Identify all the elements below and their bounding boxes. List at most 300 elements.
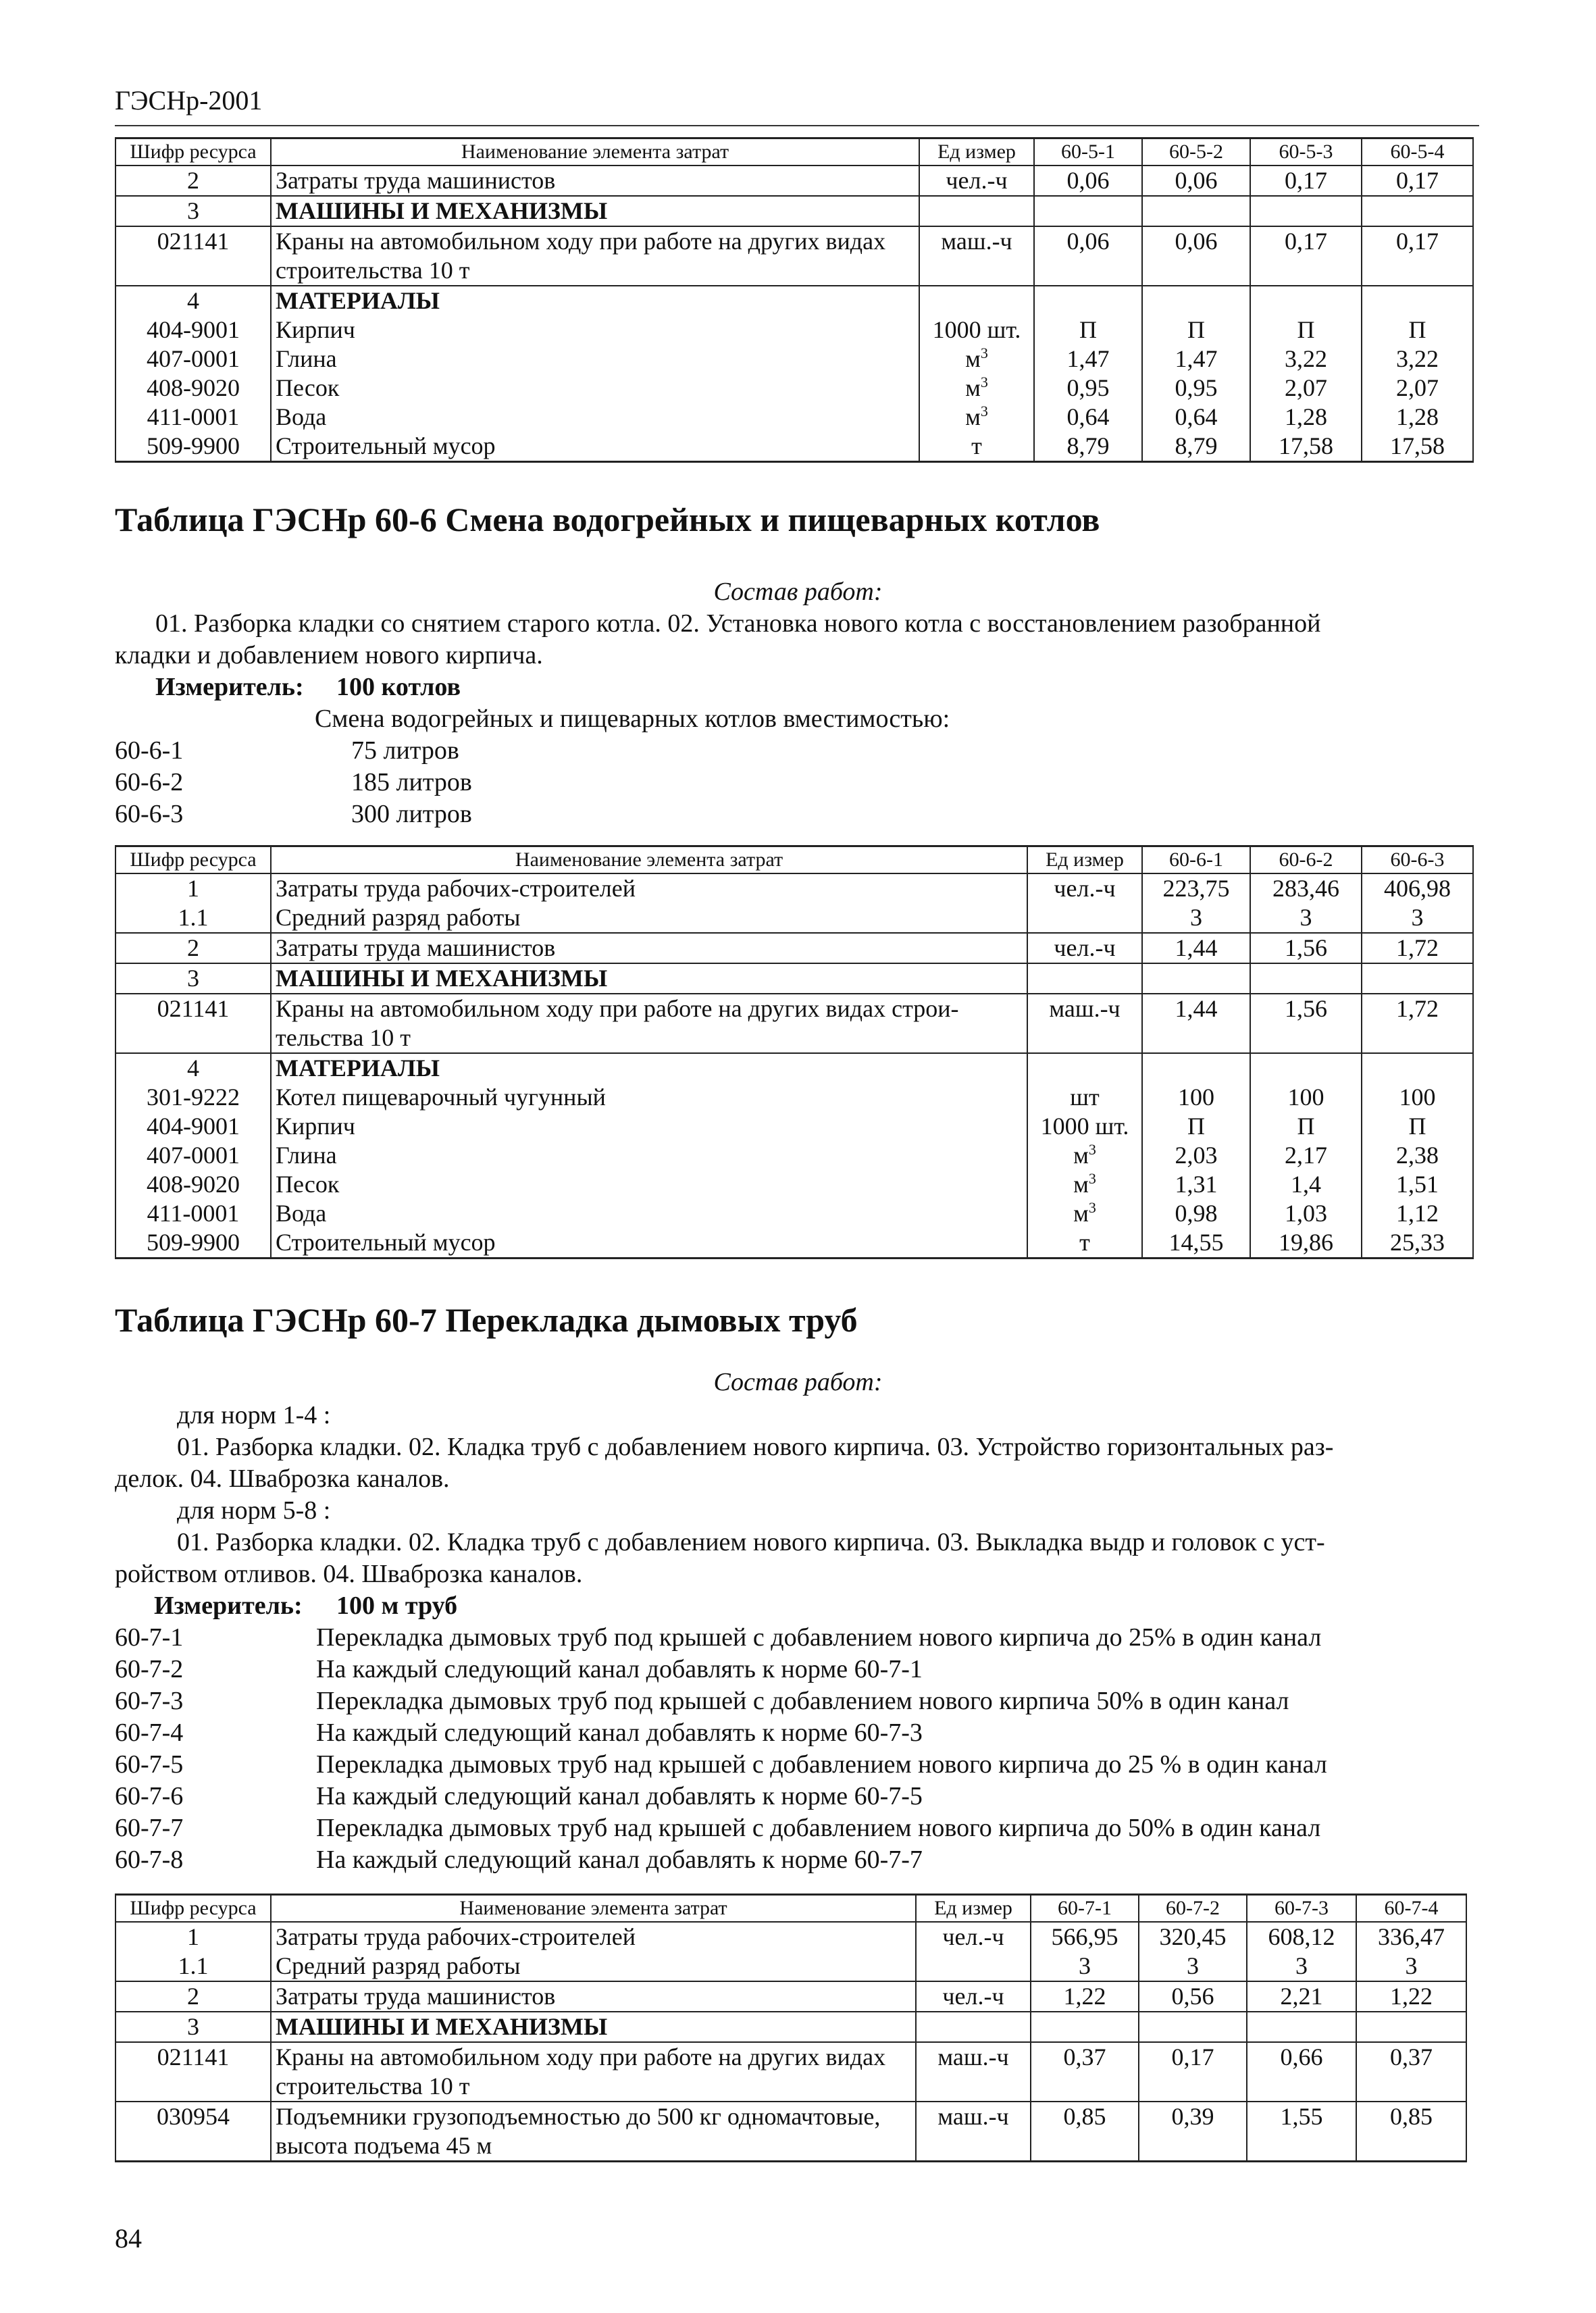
norm-value: 0,64 [1142, 403, 1250, 432]
resource-name-line: Затраты труда машинистов [276, 167, 556, 194]
norms-range-label: для норм 5-8 : [177, 1496, 331, 1525]
norm-value: 14,55 [1142, 1228, 1250, 1259]
unit-text: маш.-ч [941, 228, 1012, 255]
resource-code: 407-0001 [115, 1141, 271, 1170]
norm-value: 223,75 [1142, 873, 1250, 903]
norm-value [1034, 286, 1142, 315]
unit [1027, 1228, 1142, 1259]
works-text-line2: кладки и добавлением нового кирпича. [115, 641, 543, 669]
table-row [115, 903, 1473, 933]
norm-text: Перекладка дымовых труб над крышей с добавлением нового кирпича до 25 % в один канал [316, 1750, 1327, 1779]
unit-text: чел.-ч [1054, 934, 1116, 961]
table-row [115, 345, 1473, 374]
norm-value: 0,95 [1142, 374, 1250, 403]
column-header: 60-5-1 [1034, 138, 1142, 166]
norm-text: На каждый следующий канал добавлять к норме 60-7-1 [316, 1655, 923, 1683]
resource-code: 408-9020 [115, 374, 271, 403]
norm-value: 3 [1031, 1952, 1139, 1981]
norm-value: 0,39 [1139, 2102, 1247, 2162]
norm-value: 1,22 [1031, 1981, 1139, 2012]
running-header: ГЭСНр-2001 [115, 85, 263, 116]
norm-value: 3 [1142, 903, 1250, 933]
resource-name [271, 374, 919, 403]
table-row [115, 1199, 1473, 1228]
unit [1027, 903, 1142, 933]
header-rule [115, 125, 1479, 126]
norm-value: 1,47 [1142, 345, 1250, 374]
resource-table-60-7 [115, 1893, 1467, 2162]
norm-value: 0,06 [1034, 166, 1142, 196]
norm-value [1142, 1053, 1250, 1083]
table-row [115, 166, 1473, 196]
norm-value: 406,98 [1362, 873, 1473, 903]
table-row [115, 374, 1473, 403]
works-text-line1: 01. Разборка кладки. 02. Кладка труб с добавлением нового кирпича. 03. Выкладка выдр и головок с уст- [177, 1528, 1325, 1556]
unit [919, 315, 1034, 345]
column-header: 60-5-4 [1362, 138, 1473, 166]
unit [916, 2042, 1031, 2102]
table-row [115, 933, 1473, 963]
norm-value: 100 [1142, 1083, 1250, 1112]
unit [1027, 1170, 1142, 1199]
norm-code: 60-7-7 [115, 1814, 184, 1842]
norm-value: 1,72 [1362, 933, 1473, 963]
table-row [115, 432, 1473, 462]
resource-name-line: Песок [276, 1171, 340, 1198]
norm-value: 1,03 [1250, 1199, 1362, 1228]
norm-value: 8,79 [1142, 432, 1250, 462]
resource-name-line: Затраты труда машинистов [276, 934, 556, 961]
resource-name-line: МАТЕРИАЛЫ [276, 287, 440, 314]
column-header: Шифр ресурса [115, 846, 271, 874]
norm-value: 0,17 [1362, 226, 1473, 286]
resource-name [271, 1199, 1027, 1228]
norm-value: 1,4 [1250, 1170, 1362, 1199]
unit [1027, 1083, 1142, 1112]
norm-value: 283,46 [1250, 873, 1362, 903]
unit-superscript: 3 [980, 403, 988, 420]
column-header: 60-5-3 [1250, 138, 1362, 166]
resource-code: 2 [115, 933, 271, 963]
resource-name-line: МАТЕРИАЛЫ [276, 1054, 440, 1082]
resource-code: 408-9020 [115, 1170, 271, 1199]
norm-value: 0,06 [1142, 226, 1250, 286]
unit [916, 1922, 1031, 1952]
resource-name-line: Строительный мусор [276, 432, 496, 459]
resource-name [271, 994, 1027, 1053]
resource-code: 4 [115, 286, 271, 315]
norm-value: П [1034, 315, 1142, 345]
norm-text: Перекладка дымовых труб под крышей с добавлением нового кирпича до 25% в один канал [316, 1623, 1322, 1652]
unit-text: м [965, 345, 981, 372]
norm-value [1362, 196, 1473, 226]
norm-text: На каждый следующий канал добавлять к норме 60-7-5 [316, 1782, 923, 1810]
page-number: 84 [115, 2223, 142, 2254]
resource-name [271, 1083, 1027, 1112]
resource-name [271, 286, 919, 315]
norm-value: 2,38 [1362, 1141, 1473, 1170]
unit [919, 345, 1034, 374]
unit [919, 374, 1034, 403]
resource-name [271, 1952, 916, 1981]
column-header: Шифр ресурса [115, 1895, 271, 1923]
norm-value [1247, 2012, 1356, 2042]
column-header: Наименование элемента затрат [271, 138, 919, 166]
table-row [115, 1053, 1473, 1083]
resource-name-line: высота подъема 45 м [276, 2132, 492, 2159]
resource-code: 411-0001 [115, 403, 271, 432]
resource-name-line: Подъемники грузоподъемностью до 500 кг одномачтовые, [276, 2103, 881, 2130]
norm-value: 0,85 [1031, 2102, 1139, 2162]
norm-code: 60-7-3 [115, 1687, 184, 1715]
resource-code: 509-9900 [115, 1228, 271, 1259]
unit-superscript: 3 [1088, 1199, 1096, 1216]
norm-value: 3 [1356, 1952, 1466, 1981]
norm-value: 25,33 [1362, 1228, 1473, 1259]
works-heading: Состав работ: [713, 578, 883, 606]
resource-name-line: Песок [276, 374, 340, 401]
norm-value: 1,55 [1247, 2102, 1356, 2162]
resource-name-line: МАШИНЫ И МЕХАНИЗМЫ [276, 965, 608, 992]
table-row [115, 196, 1473, 226]
norm-code: 60-7-4 [115, 1719, 184, 1747]
norms-intro: Смена водогрейных и пищеварных котлов вместимостью: [315, 705, 950, 733]
norm-value: 3 [1362, 903, 1473, 933]
resource-name-line: МАШИНЫ И МЕХАНИЗМЫ [276, 197, 608, 224]
norm-value [1139, 2012, 1247, 2042]
resource-name [271, 903, 1027, 933]
norm-value: 1,31 [1142, 1170, 1250, 1199]
table-row [115, 1922, 1466, 1952]
norm-value: 2,03 [1142, 1141, 1250, 1170]
unit [1027, 933, 1142, 963]
norm-value: 1,22 [1356, 1981, 1466, 2012]
works-text-line1: 01. Разборка кладки со снятием старого котла. 02. Установка нового котла с восстановлением разобранной [155, 609, 1321, 638]
norm-value: 2,17 [1250, 1141, 1362, 1170]
unit-text: чел.-ч [942, 1983, 1004, 2010]
norm-value: 3 [1247, 1952, 1356, 1981]
resource-name-line: тельства 10 т [276, 1024, 411, 1051]
unit-text: т [1079, 1229, 1090, 1256]
norm-value: П [1362, 1112, 1473, 1141]
norm-value [1250, 196, 1362, 226]
resource-name-line: Краны на автомобильном ходу при работе на других видах [276, 228, 886, 255]
table-row [115, 403, 1473, 432]
norm-value: 0,64 [1034, 403, 1142, 432]
resource-name-line: МАШИНЫ И МЕХАНИЗМЫ [276, 2013, 608, 2040]
table-row [115, 1112, 1473, 1141]
unit-superscript: 3 [1088, 1170, 1096, 1187]
unit-text: м [1073, 1200, 1089, 1227]
table-header-row [115, 846, 1473, 874]
unit-text: чел.-ч [1054, 875, 1116, 902]
resource-name [271, 1112, 1027, 1141]
resource-name [271, 196, 919, 226]
unit [916, 1952, 1031, 1981]
norm-value: 0,17 [1250, 226, 1362, 286]
table-row [115, 226, 1473, 286]
norm-value: 1,28 [1362, 403, 1473, 432]
norm-value: П [1250, 1112, 1362, 1141]
resource-name [271, 873, 1027, 903]
resource-name [271, 2012, 916, 2042]
table-header-row [115, 138, 1473, 166]
resource-code: 404-9001 [115, 315, 271, 345]
unit-superscript: 3 [980, 374, 988, 390]
norm-value: 608,12 [1247, 1922, 1356, 1952]
norm-value [1250, 286, 1362, 315]
norm-value: 3 [1139, 1952, 1247, 1981]
column-header: 60-7-2 [1139, 1895, 1247, 1923]
norm-value: 1,51 [1362, 1170, 1473, 1199]
norm-value: 2,21 [1247, 1981, 1356, 2012]
norm-value: 0,56 [1139, 1981, 1247, 2012]
meter-value: 100 котлов [336, 673, 461, 701]
meter-value: 100 м труб [336, 1592, 458, 1620]
resource-name-line: Затраты труда рабочих-строителей [276, 1923, 636, 1950]
norm-value: П [1250, 315, 1362, 345]
unit [919, 196, 1034, 226]
resource-name-line: Строительный мусор [276, 1229, 496, 1256]
norm-text: Перекладка дымовых труб под крышей с добавлением нового кирпича 50% в один канал [316, 1687, 1289, 1715]
norm-value: 1,12 [1362, 1199, 1473, 1228]
column-header: Ед измер [919, 138, 1034, 166]
norm-value [1031, 2012, 1139, 2042]
resource-name [271, 1170, 1027, 1199]
norm-value: 2,07 [1250, 374, 1362, 403]
resource-name-line: Краны на автомобильном ходу при работе на других видах строи- [276, 995, 959, 1022]
column-header: 60-6-2 [1250, 846, 1362, 874]
unit-text: м [1073, 1171, 1089, 1198]
resource-name-line: Вода [276, 403, 327, 430]
resource-code: 3 [115, 196, 271, 226]
norm-value: 1,44 [1142, 933, 1250, 963]
norm-value [1362, 963, 1473, 994]
resource-name-line: Глина [276, 1142, 337, 1169]
resource-code: 1 [115, 873, 271, 903]
unit [1027, 1053, 1142, 1083]
resource-code: 2 [115, 166, 271, 196]
resource-name-line: Кирпич [276, 316, 355, 343]
resource-name-line: строительства 10 т [276, 2073, 470, 2100]
resource-name-line: Вода [276, 1200, 327, 1227]
column-header: 60-7-1 [1031, 1895, 1139, 1923]
norm-text: 300 литров [351, 800, 472, 828]
unit-text: чел.-ч [946, 167, 1008, 194]
resource-name-line: Краны на автомобильном ходу при работе на других видах [276, 2043, 886, 2070]
table-header-row [115, 1895, 1466, 1923]
norm-value: 0,98 [1142, 1199, 1250, 1228]
norm-value [1362, 1053, 1473, 1083]
meter-label: Измеритель: [155, 673, 304, 701]
norm-text: 75 литров [351, 736, 459, 765]
norm-text: Перекладка дымовых труб над крышей с добавлением нового кирпича до 50% в один канал [316, 1814, 1321, 1842]
table-row [115, 2102, 1466, 2162]
norm-value: 566,95 [1031, 1922, 1139, 1952]
resource-code: 404-9001 [115, 1112, 271, 1141]
resource-name [271, 1922, 916, 1952]
unit-text: маш.-ч [937, 2043, 1009, 2070]
resource-name [271, 403, 919, 432]
unit-text: чел.-ч [942, 1923, 1004, 1950]
norm-value: 8,79 [1034, 432, 1142, 462]
unit-text: маш.-ч [937, 2103, 1009, 2130]
resource-name [271, 2102, 916, 2162]
norm-value: 3,22 [1250, 345, 1362, 374]
norm-value: 320,45 [1139, 1922, 1247, 1952]
table-row [115, 963, 1473, 994]
resource-code: 407-0001 [115, 345, 271, 374]
unit [1027, 1199, 1142, 1228]
norm-value: 2,07 [1362, 374, 1473, 403]
resource-name [271, 226, 919, 286]
table-row [115, 2012, 1466, 2042]
column-header: Шифр ресурса [115, 138, 271, 166]
table-60-6-title: Таблица ГЭСНр 60-6 Смена водогрейных и пищеварных котлов [115, 501, 1100, 538]
norm-value: 100 [1362, 1083, 1473, 1112]
resource-code: 030954 [115, 2102, 271, 2162]
resource-code: 021141 [115, 226, 271, 286]
resource-name-line: Средний разряд работы [276, 1952, 521, 1979]
unit [1027, 873, 1142, 903]
norm-value: 3,22 [1362, 345, 1473, 374]
norm-value [1034, 196, 1142, 226]
norm-code: 60-6-3 [115, 800, 184, 828]
unit [919, 403, 1034, 432]
resource-name [271, 166, 919, 196]
norm-text: На каждый следующий канал добавлять к норме 60-7-3 [316, 1719, 923, 1747]
norm-code: 60-7-1 [115, 1623, 184, 1652]
norm-value: П [1142, 1112, 1250, 1141]
norm-value: 336,47 [1356, 1922, 1466, 1952]
table-row [115, 2042, 1466, 2102]
norm-text: 185 литров [351, 768, 472, 796]
resource-code: 021141 [115, 994, 271, 1053]
norm-value: 0,17 [1362, 166, 1473, 196]
resource-name-line: Средний разряд работы [276, 904, 521, 931]
works-text-line2: делок. 04. Шваброзка каналов. [115, 1465, 450, 1493]
resource-code: 3 [115, 2012, 271, 2042]
resource-code: 4 [115, 1053, 271, 1083]
unit-text: 1000 шт. [1040, 1113, 1129, 1140]
norm-value: 0,06 [1142, 166, 1250, 196]
resource-code: 1.1 [115, 1952, 271, 1981]
norm-code: 60-7-5 [115, 1750, 184, 1779]
resource-code: 509-9900 [115, 432, 271, 462]
table-row [115, 1228, 1473, 1259]
unit [919, 432, 1034, 462]
unit [919, 166, 1034, 196]
column-header: Наименование элемента затрат [271, 1895, 916, 1923]
norm-code: 60-7-8 [115, 1846, 184, 1874]
norm-value: 19,86 [1250, 1228, 1362, 1259]
unit-text: шт [1070, 1084, 1100, 1111]
column-header: 60-6-1 [1142, 846, 1250, 874]
works-text-line2: ройством отливов. 04. Шваброзка каналов. [115, 1560, 583, 1588]
column-header: 60-7-4 [1356, 1895, 1466, 1923]
norm-value: 1,47 [1034, 345, 1142, 374]
norm-value [1142, 286, 1250, 315]
norm-value: 3 [1250, 903, 1362, 933]
resource-code: 3 [115, 963, 271, 994]
resource-name-line: строительства 10 т [276, 257, 470, 284]
resource-name [271, 345, 919, 374]
norm-value: 0,37 [1356, 2042, 1466, 2102]
column-header: 60-6-3 [1362, 846, 1473, 874]
norm-value: 0,06 [1034, 226, 1142, 286]
unit-text: м [1073, 1142, 1089, 1169]
unit-superscript: 3 [980, 345, 988, 361]
resource-code: 1.1 [115, 903, 271, 933]
resource-name [271, 1228, 1027, 1259]
resource-name-line: Кирпич [276, 1113, 355, 1140]
resource-name-line: Затраты труда рабочих-строителей [276, 875, 636, 902]
unit [916, 2102, 1031, 2162]
norm-value: 0,37 [1031, 2042, 1139, 2102]
unit-superscript: 3 [1088, 1141, 1096, 1158]
resource-name [271, 1053, 1027, 1083]
resource-table-60-6 [115, 845, 1474, 1259]
norm-code: 60-6-2 [115, 768, 184, 796]
resource-name-line: Глина [276, 345, 337, 372]
column-header: Ед измер [916, 1895, 1031, 1923]
resource-name [271, 1141, 1027, 1170]
norm-value: 0,17 [1139, 2042, 1247, 2102]
unit [916, 2012, 1031, 2042]
norm-value [1142, 963, 1250, 994]
unit [1027, 1141, 1142, 1170]
table-row [115, 1170, 1473, 1199]
norm-value [1362, 286, 1473, 315]
unit [916, 1981, 1031, 2012]
table-row [115, 1141, 1473, 1170]
table-60-7-title: Таблица ГЭСНр 60-7 Перекладка дымовых труб [115, 1301, 858, 1339]
resource-name [271, 315, 919, 345]
norm-value: П [1142, 315, 1250, 345]
norm-value [1142, 196, 1250, 226]
resource-name [271, 933, 1027, 963]
resource-table-60-5 [115, 137, 1474, 463]
resource-name-line: Затраты труда машинистов [276, 1983, 556, 2010]
unit-text: м [965, 374, 981, 401]
resource-name [271, 1981, 916, 2012]
unit-text: 1000 шт. [932, 316, 1021, 343]
norm-code: 60-7-6 [115, 1782, 184, 1810]
resource-name [271, 2042, 916, 2102]
norm-value: 17,58 [1250, 432, 1362, 462]
unit [1027, 1112, 1142, 1141]
norm-code: 60-6-1 [115, 736, 184, 765]
resource-code: 2 [115, 1981, 271, 2012]
resource-code: 411-0001 [115, 1199, 271, 1228]
meter-label: Измеритель: [154, 1592, 303, 1620]
resource-name [271, 963, 1027, 994]
column-header: Наименование элемента затрат [271, 846, 1027, 874]
norm-value [1356, 2012, 1466, 2042]
works-text-line1: 01. Разборка кладки. 02. Кладка труб с добавлением нового кирпича. 03. Устройство горизонтальных раз- [177, 1433, 1334, 1461]
norm-value: 1,56 [1250, 994, 1362, 1053]
norm-value: 100 [1250, 1083, 1362, 1112]
works-heading: Состав работ: [713, 1368, 883, 1396]
norms-range-label: для норм 1-4 : [177, 1401, 331, 1429]
table-row [115, 994, 1473, 1053]
column-header: 60-5-2 [1142, 138, 1250, 166]
column-header: 60-7-3 [1247, 1895, 1356, 1923]
unit [919, 226, 1034, 286]
column-header: Ед измер [1027, 846, 1142, 874]
unit-text: м [965, 403, 981, 430]
norm-text: На каждый следующий канал добавлять к норме 60-7-7 [316, 1846, 923, 1874]
